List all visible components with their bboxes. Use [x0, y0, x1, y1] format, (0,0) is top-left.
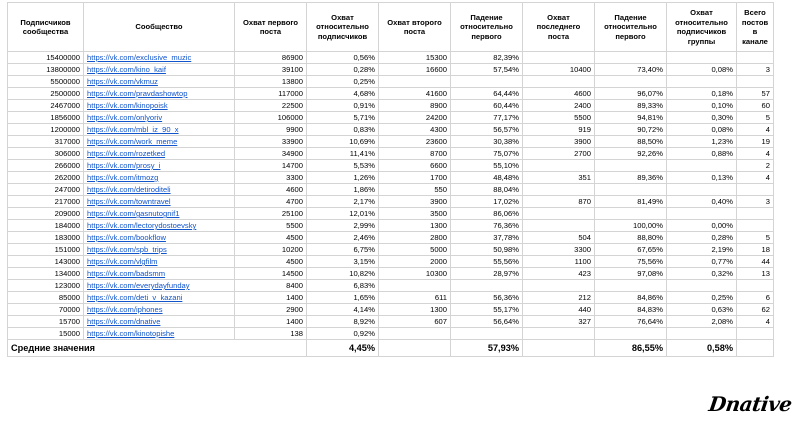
table-cell: 60,44%: [451, 100, 523, 112]
table-cell: 106000: [235, 112, 307, 124]
table-cell: 19: [737, 136, 774, 148]
table-cell: 10,82%: [307, 268, 379, 280]
table-cell: 0,40%: [667, 196, 737, 208]
table-cell: 2,99%: [307, 220, 379, 232]
table-cell: 1200000: [8, 124, 84, 136]
table-row: [8, 220, 774, 232]
table-cell: 919: [523, 124, 595, 136]
table-cell: [523, 328, 595, 340]
table-cell: 4,68%: [307, 88, 379, 100]
community-link[interactable]: https://vk.com/exclusive_muzic: [84, 52, 235, 64]
column-header: Всего постов в канале: [737, 3, 774, 52]
table-cell: 3,15%: [307, 256, 379, 268]
table-cell: 30,38%: [451, 136, 523, 148]
table-cell: [595, 160, 667, 172]
table-cell: 123000: [8, 280, 84, 292]
table-cell: 2,19%: [667, 244, 737, 256]
table-cell: 3500: [379, 208, 451, 220]
community-link[interactable]: https://vk.com/rozetked: [84, 148, 235, 160]
footer-avg-drop-last: 86,55%: [595, 340, 667, 357]
table-cell: [737, 76, 774, 88]
table-cell: 57,54%: [451, 64, 523, 76]
table-cell: [667, 208, 737, 220]
table-cell: 2700: [523, 148, 595, 160]
table-cell: 3900: [379, 196, 451, 208]
table-cell: [667, 280, 737, 292]
table-row: [8, 184, 774, 196]
community-link[interactable]: https://vk.com/lectorydostoevsky: [84, 220, 235, 232]
table-cell: 6,75%: [307, 244, 379, 256]
table-cell: 6: [737, 292, 774, 304]
table-cell: 3900: [523, 136, 595, 148]
table-row: [8, 52, 774, 64]
table-cell: 15400000: [8, 52, 84, 64]
table-cell: 84,83%: [595, 304, 667, 316]
table-cell: 15700: [8, 316, 84, 328]
table-cell: 86900: [235, 52, 307, 64]
table-cell: 15300: [379, 52, 451, 64]
table-cell: 5500: [235, 220, 307, 232]
table-cell: [523, 160, 595, 172]
table-cell: 62: [737, 304, 774, 316]
table-cell: [595, 208, 667, 220]
table-cell: 0,63%: [667, 304, 737, 316]
table-cell: 611: [379, 292, 451, 304]
table-cell: 0,83%: [307, 124, 379, 136]
table-cell: [737, 184, 774, 196]
table-cell: 550: [379, 184, 451, 196]
table-cell: [737, 328, 774, 340]
table-cell: 4,14%: [307, 304, 379, 316]
table-cell: 89,33%: [595, 100, 667, 112]
table-cell: 34900: [235, 148, 307, 160]
table-cell: 5: [737, 112, 774, 124]
table-cell: 2400: [523, 100, 595, 112]
table-cell: [667, 328, 737, 340]
table-row: [8, 112, 774, 124]
community-link[interactable]: https://vk.com/vlgfilm: [84, 256, 235, 268]
footer-label: Средние значения: [8, 340, 307, 357]
table-cell: 4500: [235, 232, 307, 244]
table-cell: 306000: [8, 148, 84, 160]
table-cell: 212: [523, 292, 595, 304]
table-cell: 76,36%: [451, 220, 523, 232]
table-cell: 14500: [235, 268, 307, 280]
table-cell: 2,17%: [307, 196, 379, 208]
table-cell: 0,00%: [667, 220, 737, 232]
table-cell: [667, 184, 737, 196]
table-cell: 1,23%: [667, 136, 737, 148]
table-cell: 97,08%: [595, 268, 667, 280]
table-row: [8, 100, 774, 112]
table-row: [8, 280, 774, 292]
table-cell: 351: [523, 172, 595, 184]
table-row: [8, 244, 774, 256]
table-cell: 13800: [235, 76, 307, 88]
community-link[interactable]: https://vk.com/everydayfunday: [84, 280, 235, 292]
table-cell: [737, 220, 774, 232]
table-cell: 0,92%: [307, 328, 379, 340]
table-cell: 5000: [379, 244, 451, 256]
column-header: Охват второго поста: [379, 3, 451, 52]
table-body: [8, 52, 774, 340]
table-row: [8, 316, 774, 328]
table-cell: 2500000: [8, 88, 84, 100]
table-cell: [379, 328, 451, 340]
table-cell: 504: [523, 232, 595, 244]
table-cell: 60: [737, 100, 774, 112]
footer-empty: [523, 340, 595, 357]
table-cell: 1,86%: [307, 184, 379, 196]
table-cell: 55,56%: [451, 256, 523, 268]
column-header: Охват последнего поста: [523, 3, 595, 52]
table-cell: 327: [523, 316, 595, 328]
table-cell: 184000: [8, 220, 84, 232]
table-cell: 2900: [235, 304, 307, 316]
community-link[interactable]: https://vk.com/work_meme: [84, 136, 235, 148]
column-header: Сообщество: [84, 3, 235, 52]
table-cell: 90,72%: [595, 124, 667, 136]
table-cell: [595, 52, 667, 64]
table-cell: 13800000: [8, 64, 84, 76]
column-header: Падение относительно первого: [451, 3, 523, 52]
table-cell: 0,25%: [307, 76, 379, 88]
table-cell: 143000: [8, 256, 84, 268]
table-cell: 0,08%: [667, 64, 737, 76]
table-cell: 0,56%: [307, 52, 379, 64]
stats-table: [7, 2, 774, 357]
table-row: [8, 88, 774, 100]
table-row: [8, 124, 774, 136]
table-cell: 0,77%: [667, 256, 737, 268]
community-link[interactable]: https://vk.com/gasnutognif1: [84, 208, 235, 220]
table-cell: 117000: [235, 88, 307, 100]
footer-avg-reach-group: 0,58%: [667, 340, 737, 357]
table-cell: 50,98%: [451, 244, 523, 256]
column-header: Охват относительно подписчиков: [307, 3, 379, 52]
community-link[interactable]: https://vk.com/mbl_iz_90_x: [84, 124, 235, 136]
table-cell: [451, 76, 523, 88]
table-cell: 1856000: [8, 112, 84, 124]
table-cell: [595, 280, 667, 292]
table-cell: 4: [737, 148, 774, 160]
table-cell: 67,65%: [595, 244, 667, 256]
column-header: Охват первого поста: [235, 3, 307, 52]
table-cell: 5,53%: [307, 160, 379, 172]
community-link[interactable]: https://vk.com/towntravel: [84, 196, 235, 208]
table-cell: [595, 328, 667, 340]
table-cell: 88,50%: [595, 136, 667, 148]
table-cell: 6600: [379, 160, 451, 172]
header-row: [8, 3, 774, 52]
table-cell: 5500000: [8, 76, 84, 88]
table-cell: 89,36%: [595, 172, 667, 184]
table-row: [8, 304, 774, 316]
table-cell: 1400: [235, 292, 307, 304]
table-cell: [451, 328, 523, 340]
column-header: Охват относительно подписчиков группы: [667, 3, 737, 52]
footer-empty: [379, 340, 451, 357]
table-cell: 8900: [379, 100, 451, 112]
table-cell: 2800: [379, 232, 451, 244]
community-link[interactable]: https://vk.com/prosy_i: [84, 160, 235, 172]
table-cell: 0,28%: [667, 232, 737, 244]
table-cell: 440: [523, 304, 595, 316]
table-row: [8, 256, 774, 268]
table-cell: 0,32%: [667, 268, 737, 280]
table-cell: [379, 280, 451, 292]
table-cell: 4300: [379, 124, 451, 136]
table-cell: 85000: [8, 292, 84, 304]
table-cell: 73,40%: [595, 64, 667, 76]
table-cell: 1,26%: [307, 172, 379, 184]
table-cell: 183000: [8, 232, 84, 244]
table-cell: 15000: [8, 328, 84, 340]
table-cell: 86,06%: [451, 208, 523, 220]
table-cell: 4: [737, 124, 774, 136]
table-cell: 8400: [235, 280, 307, 292]
table-row: [8, 160, 774, 172]
table-cell: 23600: [379, 136, 451, 148]
table-cell: 24200: [379, 112, 451, 124]
table-cell: 423: [523, 268, 595, 280]
footer-avg-reach-first: 4,45%: [307, 340, 379, 357]
footer-avg-drop-second: 57,93%: [451, 340, 523, 357]
community-link[interactable]: https://vk.com/pravdashowtop: [84, 88, 235, 100]
table-cell: 84,86%: [595, 292, 667, 304]
community-link[interactable]: https://vk.com/detiroditeli: [84, 184, 235, 196]
table-cell: 75,56%: [595, 256, 667, 268]
table-cell: 4500: [235, 256, 307, 268]
table-cell: 3: [737, 64, 774, 76]
table-row: [8, 268, 774, 280]
table-cell: 28,97%: [451, 268, 523, 280]
table-cell: 13: [737, 268, 774, 280]
table-cell: 4: [737, 172, 774, 184]
table-cell: 5: [737, 232, 774, 244]
community-link[interactable]: https://vk.com/spb_trips: [84, 244, 235, 256]
column-header: Подписчиков сообщества: [8, 3, 84, 52]
table-cell: 10300: [379, 268, 451, 280]
table-cell: [523, 280, 595, 292]
table-row: [8, 172, 774, 184]
table-row: [8, 196, 774, 208]
table-cell: 55,10%: [451, 160, 523, 172]
table-cell: 0,10%: [667, 100, 737, 112]
community-link[interactable]: https://vk.com/kino_kaif: [84, 64, 235, 76]
table-cell: 57: [737, 88, 774, 100]
table-cell: 262000: [8, 172, 84, 184]
table-cell: 12,01%: [307, 208, 379, 220]
table-cell: 1700: [379, 172, 451, 184]
community-link[interactable]: https://vk.com/itmozg: [84, 172, 235, 184]
table-cell: 4: [737, 316, 774, 328]
table-cell: 0,13%: [667, 172, 737, 184]
table-cell: 3300: [235, 172, 307, 184]
table-cell: 76,64%: [595, 316, 667, 328]
table-cell: 247000: [8, 184, 84, 196]
dnative-logo: Dnative: [707, 392, 794, 416]
table-cell: 870: [523, 196, 595, 208]
table-cell: [523, 76, 595, 88]
table-cell: [667, 76, 737, 88]
community-link[interactable]: https://vk.com/badsmm: [84, 268, 235, 280]
community-link[interactable]: https://vk.com/dnative: [84, 316, 235, 328]
table-cell: 94,81%: [595, 112, 667, 124]
table-cell: [667, 160, 737, 172]
table-cell: 96,07%: [595, 88, 667, 100]
table-cell: 56,36%: [451, 292, 523, 304]
table-cell: 138: [235, 328, 307, 340]
table-cell: [737, 208, 774, 220]
table-cell: 56,64%: [451, 316, 523, 328]
table-cell: 56,57%: [451, 124, 523, 136]
footer-row: [8, 340, 774, 357]
table-cell: 0,91%: [307, 100, 379, 112]
table-cell: 1300: [379, 220, 451, 232]
table-cell: 82,39%: [451, 52, 523, 64]
footer-empty: [737, 340, 774, 357]
table-cell: [523, 52, 595, 64]
table-row: [8, 208, 774, 220]
table-cell: 0,25%: [667, 292, 737, 304]
table-row: [8, 148, 774, 160]
table-cell: 64,44%: [451, 88, 523, 100]
column-header: Падение относительно первого: [595, 3, 667, 52]
table-row: [8, 76, 774, 88]
community-link[interactable]: https://vk.com/iphones: [84, 304, 235, 316]
community-link[interactable]: https://vk.com/kinotopishe: [84, 328, 235, 340]
table-cell: 266000: [8, 160, 84, 172]
table-cell: 4700: [235, 196, 307, 208]
table-row: [8, 64, 774, 76]
table-cell: 48,48%: [451, 172, 523, 184]
table-cell: 3300: [523, 244, 595, 256]
table-cell: 607: [379, 316, 451, 328]
community-link[interactable]: https://vk.com/bookflow: [84, 232, 235, 244]
table-cell: 16600: [379, 64, 451, 76]
table-cell: [737, 280, 774, 292]
table-cell: 41600: [379, 88, 451, 100]
table-cell: 10400: [523, 64, 595, 76]
table-cell: 88,04%: [451, 184, 523, 196]
table-cell: [523, 184, 595, 196]
table-cell: 39100: [235, 64, 307, 76]
table-cell: 0,18%: [667, 88, 737, 100]
table-cell: 4600: [235, 184, 307, 196]
table-cell: 75,07%: [451, 148, 523, 160]
table-cell: 3: [737, 196, 774, 208]
table-cell: [595, 184, 667, 196]
table-cell: 22500: [235, 100, 307, 112]
table-cell: 151000: [8, 244, 84, 256]
table-cell: 0,08%: [667, 124, 737, 136]
table-cell: 317000: [8, 136, 84, 148]
table-cell: 0,28%: [307, 64, 379, 76]
table-cell: 1100: [523, 256, 595, 268]
table-row: [8, 328, 774, 340]
table-cell: 8700: [379, 148, 451, 160]
table-cell: 5,71%: [307, 112, 379, 124]
table-cell: 6,83%: [307, 280, 379, 292]
community-link[interactable]: https://vk.com/deti_v_kazani: [84, 292, 235, 304]
table-cell: 77,17%: [451, 112, 523, 124]
table-cell: 100,00%: [595, 220, 667, 232]
table-cell: 55,17%: [451, 304, 523, 316]
table-cell: 2,08%: [667, 316, 737, 328]
table-cell: 88,80%: [595, 232, 667, 244]
table-cell: 10,69%: [307, 136, 379, 148]
table-cell: 9900: [235, 124, 307, 136]
table-cell: [667, 52, 737, 64]
community-link[interactable]: https://vk.com/vkmuz: [84, 76, 235, 88]
table-row: [8, 292, 774, 304]
table-cell: 11,41%: [307, 148, 379, 160]
table-cell: 17,02%: [451, 196, 523, 208]
table-cell: 4600: [523, 88, 595, 100]
table-cell: 25100: [235, 208, 307, 220]
table-cell: 217000: [8, 196, 84, 208]
table-cell: 209000: [8, 208, 84, 220]
table-cell: 2,46%: [307, 232, 379, 244]
table-cell: 44: [737, 256, 774, 268]
table-cell: [451, 280, 523, 292]
community-link[interactable]: https://vk.com/onlyoriv: [84, 112, 235, 124]
table-cell: 5500: [523, 112, 595, 124]
table-cell: 2467000: [8, 100, 84, 112]
table-cell: [737, 52, 774, 64]
table-cell: 14700: [235, 160, 307, 172]
table-cell: 37,78%: [451, 232, 523, 244]
table-cell: 10200: [235, 244, 307, 256]
table-cell: 2: [737, 160, 774, 172]
table-cell: 8,92%: [307, 316, 379, 328]
table-cell: 1300: [379, 304, 451, 316]
table-cell: 0,30%: [667, 112, 737, 124]
table-cell: [523, 220, 595, 232]
table-cell: [595, 76, 667, 88]
table-cell: 33900: [235, 136, 307, 148]
table-cell: 92,26%: [595, 148, 667, 160]
table-cell: [379, 76, 451, 88]
table-cell: [523, 208, 595, 220]
table-row: [8, 232, 774, 244]
table-cell: 81,49%: [595, 196, 667, 208]
table-cell: 70000: [8, 304, 84, 316]
table-cell: 2000: [379, 256, 451, 268]
table-cell: 0,88%: [667, 148, 737, 160]
table-cell: 134000: [8, 268, 84, 280]
table-row: [8, 136, 774, 148]
community-link[interactable]: https://vk.com/kinopoisk: [84, 100, 235, 112]
table-cell: 1,65%: [307, 292, 379, 304]
table-cell: 18: [737, 244, 774, 256]
table-cell: 1400: [235, 316, 307, 328]
